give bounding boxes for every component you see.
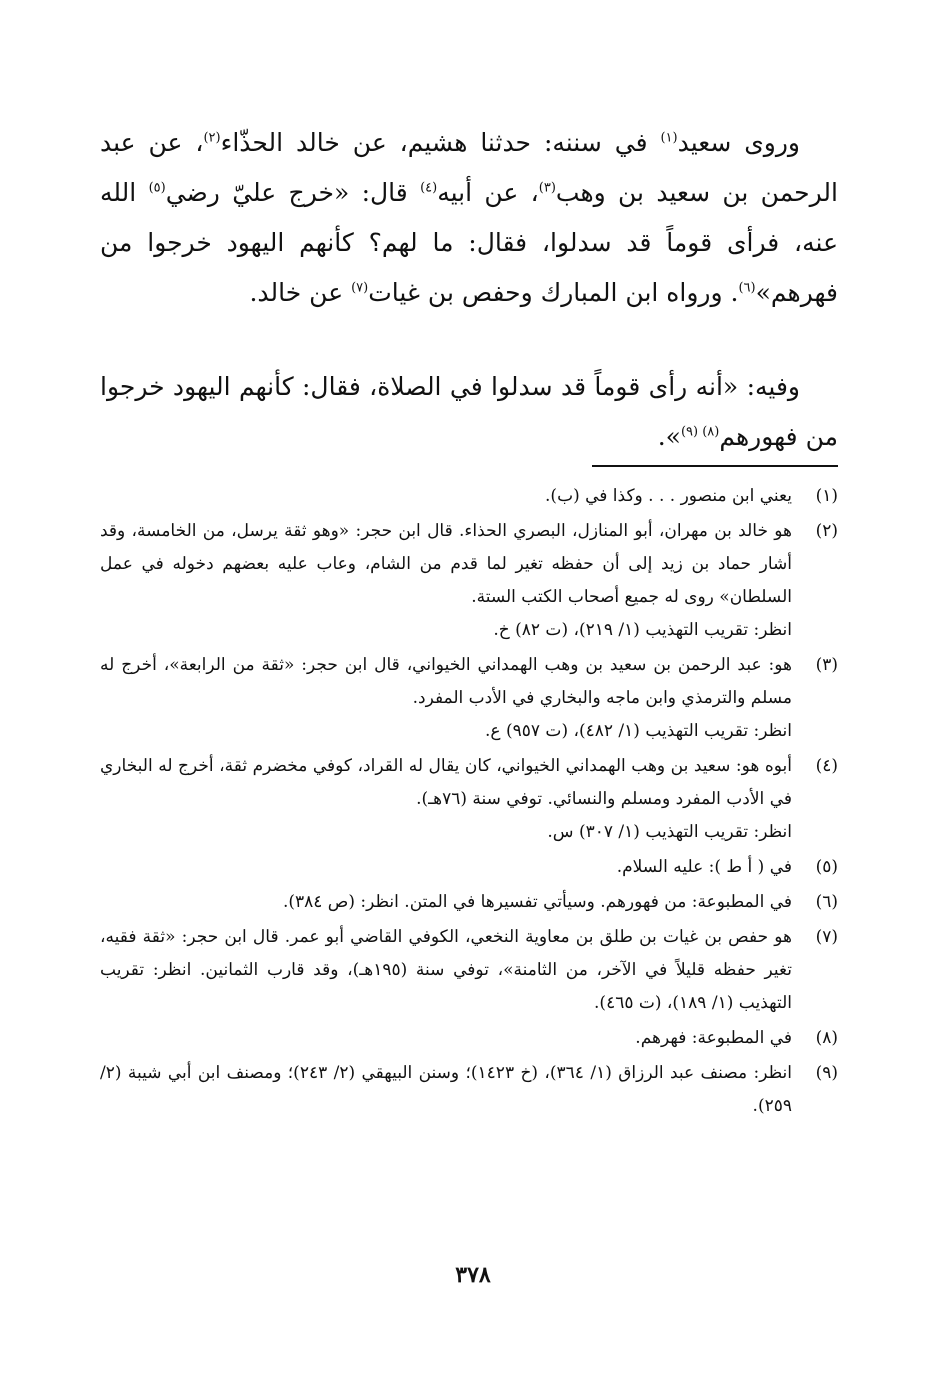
main-paragraph-2: وفيه: «أنه رأى قوماً قد سدلوا في الصلاة، فقال: كأنهم اليهود خرجوا من فهورهم$^{(٨) (٩)}$». [100,372,838,451]
footnote-text: يعني ابن منصور . . . وكذا في (ب). [545,486,792,506]
footnote-4 [100,750,838,849]
footnote-number: (٤) [815,756,838,776]
footnote-text: هو: عبد الرحمن بن سعيد بن وهب الهمداني الخيواني، قال ابن حجر: «ثقة من الرابعة»، أخرج له مسلم والترمذي وابن ماجه والبخاري في الأدب المفرد. [100,655,792,708]
footnote-number: (٨) [815,1028,838,1048]
footnote-8 [100,1022,838,1055]
footnote-ref-6[interactable]: (٦) [738,280,756,296]
footnote-number: (٣) [815,655,838,675]
main-paragraph-1: وروى سعيد$^{(١)}$ في سننه: حدثنا هشيم، عن خالد الحذّاء$^{(٢)}$، عن عبد الرحمن بن سعيد بن وهب$^{(٣)}$، عن أبيه$^{(٤)}$ قال: «خرج عليّ رضي$^{(٥)}$ الله عنه، فرأى قوماً قد سدلوا، فقال: ما لهم؟ كأنهم اليهود خرجوا من فهرهم»$^{(٦)}$. ورواه ابن المبارك وحفص بن غيات$^{(٧)}$ عن خالد. [100,128,838,307]
footnote-1 [100,480,838,513]
footnote-number: (٧) [815,927,838,947]
footnote-3 [100,649,838,748]
footnote-9 [100,1057,838,1123]
footnote-text: في ( أ ط ): عليه السلام. [616,857,792,877]
footnote-divider [592,465,838,467]
footnotes [100,480,838,1125]
footnote-text: هو خالد بن مهران، أبو المنازل، البصري الحذاء. قال ابن حجر: «وهو ثقة يرسل، من الخامسة، وقد أشار حماد بن زيد إلى أن حفظه تغير لما قدم من الشام، وعاب عليه بعضهم دخوله في عمل السلطان» روى له جميع أصحاب الكتب الستة. [100,521,792,607]
footnote-7 [100,921,838,1020]
footnote-reference: انظر: تقريب التهذيب (١/ ٤٨٢)، (ت ٩٥٧) ع. [485,721,792,741]
main-text [100,118,838,462]
footnote-5 [100,851,838,884]
footnote-reference: انظر: تقريب التهذيب (١/ ٢١٩)، (ت ٨٢) خ. [493,620,792,640]
footnote-number: (٢) [815,521,838,541]
footnote-text: هو حفص بن غيات بن طلق بن معاوية النخعي، الكوفي القاضي أبو عمر. قال ابن حجر: «ثقة فقيه، تغير حفظه قليلاً في الآخر، من الثامنة»، توفي سنة (١٩٥هـ)، وقد قارب الثمانين. انظر: تقريب التهذيب (١/ ١٨٩)، (ت ٤٦٥). [100,927,792,1013]
footnote-number: (٩) [815,1063,838,1083]
footnote-2 [100,515,838,647]
footnote-ref-2[interactable]: (٢) [203,130,221,146]
footnote-number: (٦) [815,892,838,912]
footnote-6 [100,886,838,919]
footnote-text: في المطبوعة: من فهورهم. وسيأتي تفسيرها في المتن. انظر: (ص ٣٨٤). [282,892,792,912]
footnote-text: انظر: مصنف عبد الرزاق (١/ ٣٦٤)، (خ ١٤٢٣)؛ وسنن البيهقي (٢/ ٢٤٣)؛ ومصنف ابن أبي شيبة (٢/ ٢٥٩). [100,1063,792,1116]
footnote-ref-3[interactable]: (٣) [538,180,556,196]
footnote-number: (٥) [815,857,838,877]
footnote-ref-4[interactable]: (٤) [420,180,438,196]
footnote-reference: انظر: تقريب التهذيب (١/ ٣٠٧) س. [547,822,792,842]
footnote-ref-7[interactable]: (٧) [351,280,369,296]
footnote-number: (١) [815,486,838,506]
footnote-ref-5[interactable]: (٥) [148,180,166,196]
footnote-text: أبوه هو: سعيد بن وهب الهمداني الخيواني، كان يقال له القراد، كوفي مخضرم ثقة، أخرج له البخاري في الأدب المفرد ومسلم والنسائي. توفي سنة (٧٦هـ). [100,756,792,809]
footnote-ref-1[interactable]: (١) [660,130,678,146]
footnote-ref-8-9[interactable]: (٨) (٩) [680,424,720,440]
footnote-text: في المطبوعة: فهرهم. [635,1028,792,1048]
page-number: ٣٧٨ [455,1262,491,1288]
